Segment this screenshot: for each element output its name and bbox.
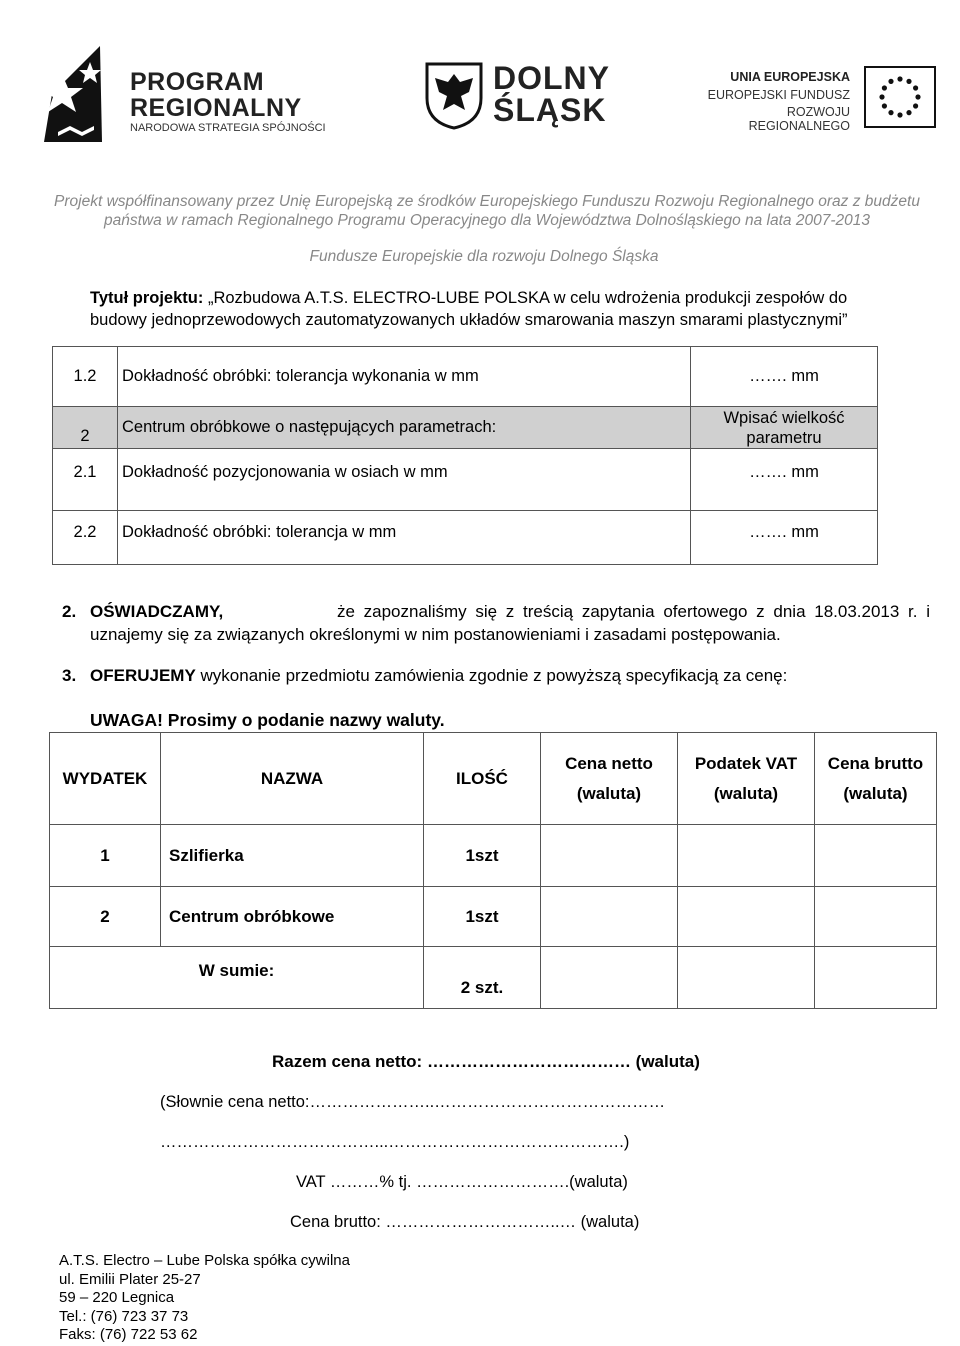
sum-label: W sumie: [50, 947, 424, 1009]
total-net [272, 1052, 700, 1072]
eu-logo-line1: UNIA EUROPEJSKA [730, 70, 850, 84]
header-qty: ILOŚĆ [424, 733, 541, 825]
header-vat-1: Podatek VAT [694, 753, 798, 773]
table-row [50, 887, 937, 947]
header-gross-2: (waluta) [843, 783, 908, 803]
table-row [50, 825, 937, 887]
row-1-name: Szlifierka [161, 825, 424, 887]
offer-note: UWAGA! Prosimy o podanie nazwy waluty. [90, 710, 445, 730]
spec-section-2-label: Centrum obróbkowe o następujących parametrach: [118, 407, 691, 449]
row-1-net [541, 825, 678, 887]
words-dots: …………………..…………………………………… [309, 1093, 666, 1111]
header-expense: WYDATEK [50, 733, 161, 825]
offer-text: wykonanie przedmiotu zamówienia zgodnie z powyższą specyfikacją za cenę: [200, 666, 788, 685]
header-name: NAZWA [161, 733, 424, 825]
words-line1 [160, 1093, 665, 1112]
footer-line2: ul. Emilii Plater 25-27 [59, 1270, 201, 1288]
declaration-text2: uznajemy się za związanych określonymi w nim postanowieniami i zasadami postępowania. [90, 625, 781, 644]
cofinancing-line2: państwa w ramach Regionalnego Programu Operacyjnego dla Województwa Dolnośląskiego na lata 2007-2013 [104, 212, 870, 229]
spec-row-2-1-value: ……. mm [691, 449, 878, 511]
spec-section-2-value-line2: parametru [746, 428, 822, 447]
row-2-name: Centrum obróbkowe [161, 887, 424, 947]
total-net-value: ……………………………… (waluta) [426, 1052, 700, 1071]
price-table-header [50, 733, 937, 825]
declaration-text1: że zapoznaliśmy się z treścią zapytania ofertowego z dnia 18.03.2013 r. i [336, 602, 930, 621]
eu-logo [690, 66, 936, 133]
program-logo-line2: REGIONALNY [130, 94, 302, 122]
sum-qty: 2 szt. [424, 947, 541, 1009]
project-title-label: Tytuł projektu: [90, 289, 204, 307]
program-regionalny-logo [40, 44, 360, 144]
gross-line: Cena brutto: …………………………..… (waluta) [290, 1213, 640, 1231]
project-title [90, 287, 848, 331]
spec-row-2-2-label: Dokładność obróbki: tolerancja w mm [118, 511, 691, 565]
row-2-gross [815, 887, 937, 947]
eu-flag-icon [864, 66, 936, 128]
spec-row-1-2-label: Dokładność obróbki: tolerancja wykonania w mm [118, 347, 691, 407]
footer-line4: Tel.: (76) 723 37 73 [59, 1307, 189, 1325]
program-logo-line3: NARODOWA STRATEGIA SPÓJNOŚCI [130, 122, 326, 134]
spec-row-2-2-num: 2.2 [53, 511, 118, 565]
sum-gross [815, 947, 937, 1009]
offer-section [62, 666, 930, 686]
spec-section-2 [53, 407, 878, 449]
sum-row [50, 947, 937, 1009]
declaration-num: 2. [62, 602, 77, 621]
dolny-slask-logo [425, 62, 625, 134]
words-line2: …………………………………...…………………………………….) [160, 1133, 630, 1151]
row-2-vat [678, 887, 815, 947]
program-logo-line1: PROGRAM [130, 68, 265, 96]
spec-table [52, 346, 878, 565]
header-net-2: (waluta) [576, 783, 642, 803]
header-vat-2: (waluta) [713, 783, 779, 803]
spec-row-1-2 [53, 347, 878, 407]
star-emblem-icon [40, 44, 112, 144]
eagle-coat-of-arms-icon [425, 62, 483, 130]
row-2-net [541, 887, 678, 947]
cofinancing-tagline: Fundusze Europejskie dla rozwoju Dolnego Śląska [309, 248, 659, 265]
header-net-1: Cena netto [565, 753, 653, 773]
eu-logo-line3: ROZWOJU REGIONALNEGO [748, 105, 850, 133]
cofinancing-line1: Projekt współfinansowany przez Unię Europejską ze środków Europejskiego Funduszu Rozwoju Regionalnego oraz z budżetu [54, 193, 920, 210]
header-vat [678, 733, 815, 825]
row-1-expense: 1 [50, 825, 161, 887]
row-2-expense: 2 [50, 887, 161, 947]
footer-line1: A.T.S. Electro – Lube Polska spółka cywilna [59, 1252, 350, 1269]
offer-bold: OFERUJEMY [90, 666, 196, 685]
spec-row-2-2-value: ……. mm [691, 511, 878, 565]
spec-row-1-2-num: 1.2 [53, 347, 118, 407]
spec-row-2-2 [53, 511, 878, 565]
dolny-logo-line1: DOLNY [493, 60, 610, 96]
project-title-line2: budowy jednoprzewodowych zautomatyzowanych układów smarowania maszyn smarami plastycznymi” [90, 311, 848, 329]
total-net-label: Razem cena netto: [272, 1052, 423, 1071]
sum-vat [678, 947, 815, 1009]
price-table [49, 732, 937, 1009]
row-1-gross [815, 825, 937, 887]
declaration-bold: OŚWIADCZAMY, [90, 602, 224, 621]
row-1-vat [678, 825, 815, 887]
spec-row-2-1 [53, 449, 878, 511]
company-footer [59, 1252, 350, 1345]
vat-line: VAT ………% tj. ……………………….(waluta) [296, 1173, 628, 1191]
offer-num: 3. [62, 666, 77, 685]
spec-section-2-value [691, 407, 878, 449]
spec-row-1-2-value: ……. mm [691, 347, 878, 407]
spec-row-2-1-num: 2.1 [53, 449, 118, 511]
spec-section-2-value-line1: Wpisać wielkość [723, 408, 845, 427]
footer-line3: 59 – 220 Legnica [59, 1289, 175, 1306]
words-label: (Słownie cena netto: [160, 1093, 310, 1111]
spec-row-2-1-label: Dokładność pozycjonowania w osiach w mm [118, 449, 691, 511]
header-net [541, 733, 678, 825]
project-title-line1: „Rozbudowa A.T.S. ELECTRO-LUBE POLSKA w celu wdrożenia produkcji zespołów do [207, 289, 848, 307]
dolny-logo-line2: ŚLĄSK [493, 92, 607, 128]
footer-line5: Faks: (76) 722 53 62 [59, 1326, 198, 1343]
header-gross-1: Cena brutto [827, 753, 924, 773]
declaration-section [62, 600, 930, 646]
row-2-qty: 1szt [424, 887, 541, 947]
row-1-qty: 1szt [424, 825, 541, 887]
eu-logo-line2: EUROPEJSKI FUNDUSZ [707, 88, 850, 102]
header-gross [815, 733, 937, 825]
sum-net [541, 947, 678, 1009]
spec-section-2-num: 2 [53, 407, 118, 449]
